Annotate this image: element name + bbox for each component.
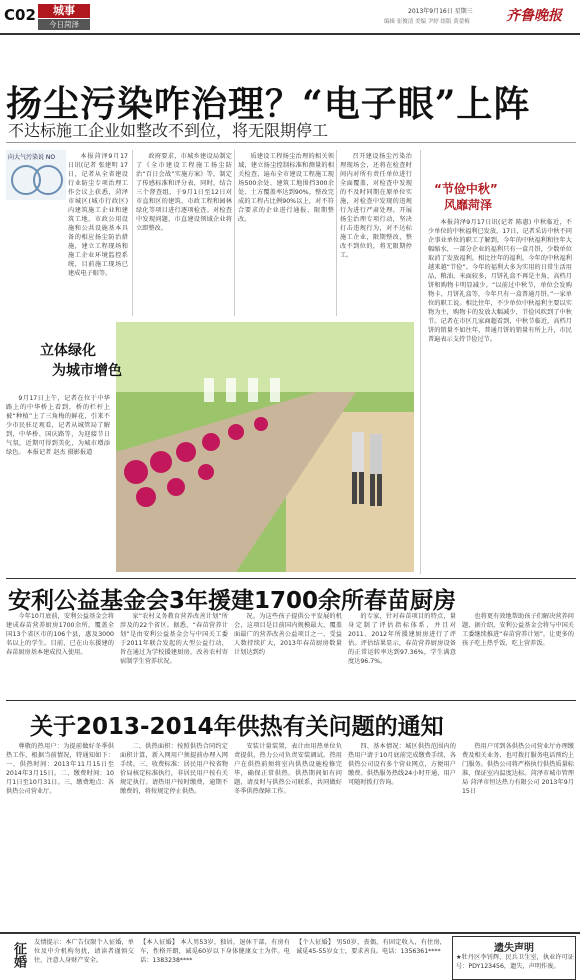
story1-col3: 质建设工程扬尘治理的相关领域，建立扬尘控制标准和测量的相关检查，遍布全市建设工程施工现场500余处、建筑工地围挡300余处、土方覆盖率达到90%，整改完成的工程占比例90%以上，对不符合要求的企业进行通报，限期整改。 bbox=[238, 153, 334, 223]
story1-col4: 召开建设扬尘污染治理现场会，还将在检查时间内对所有责任单位进行全面覆盖，对检查中发现的不及时同期在原单位实施，对检查中发现的违规行为进行严肃处理。开展扬尘治理专项行动，坚决打击违规行为，对不达标施工企业，限期整改，整改不到位的，将无限期停工。 bbox=[340, 153, 412, 259]
story3-col5: 热用户可到各供热公司营业厅办理缴费及相关业务，也可拨打服务电话预约上门服务。供热公司将严格执行供热质量标准，保证室内温度达标。菏泽市城市管理局 菏泽市恒达热力有限公司 2013年9月15日 bbox=[462, 743, 574, 795]
story2-headline: 安利公益基金会3年援建1700余所春苗厨房 bbox=[8, 588, 457, 614]
lost-notice bbox=[452, 936, 576, 980]
classifieds-bar bbox=[0, 932, 580, 980]
story3-col2: 二、供热面积：按照供热合同约定面积计算，新入网用户须提前办理入网手续。三、收费标准：居民用户按省物价局核定标准执行，非居民用户按有关规定执行。请热用户按时缴费，逾期不缴费的，将按规定停止供热。 bbox=[120, 743, 228, 795]
photo-headline-2: 为城市增色 bbox=[52, 363, 122, 379]
photo-headline-1: 立体绿化 bbox=[40, 343, 96, 359]
photo-feature bbox=[6, 318, 414, 574]
story3-col1: 尊敬的热用户：为提前做好冬季供热工作，根据当前情况，特通知如下：一、供热时间：2013年11月15日至2014年3月15日。二、缴费时间：10月1日至10月31日。三、缴费地点：各供热公司营业厅。 bbox=[6, 743, 114, 795]
masthead bbox=[0, 0, 580, 36]
classified-ad-2: 【本人征婚】 本人男53岁，独居，退休干部，有房有车，性格开朗，诚觅60岁以下身体健康女士为伴。电话：1383238**** bbox=[140, 939, 290, 964]
sidebar-title-2: 风靡菏泽 bbox=[444, 198, 493, 212]
lost-notice-title: 遗失声明 bbox=[494, 943, 534, 954]
sidebar-body: 本报菏泽9月17日讯(记者 陈惠) 中秋临近，不少单位的中秋福利已发放，17日，记者采访中秋不同企事业单位的职工了解到，今年的中秋福利和往年大幅缩水，一部分企业的福利只有一盒月饼，少数单位取消了发放福利。相比往年的福利，今年的中秋福利越来越“节俭”。今年的福利大多为实用的日常生活用品，粮油、米面较多，月饼礼盒不再是主角，高档月饼和购物卡明显减少。“以前过中秋节，单位会发购物卡、月饼礼盒等，今年只有一盒普通月饼。”一家单位的职工说。相比往年，不少单位中秋福利主要以实物为主，购物卡的发放大幅减少，节俭风吹到了中秋节。记者在市区几家商超看到，中秋节临近，高档月饼的销量不如往年，普通月饼的销量有所上升，市民普遍表示支持节俭过节。 bbox=[428, 219, 572, 343]
classified-ad-3: 【个人征婚】 男50岁，丧偶，有固定收入，有住房，诚觅45-55岁女士，要求善良。电话：1356361**** bbox=[296, 939, 446, 955]
sidebar bbox=[424, 150, 574, 574]
divider bbox=[6, 142, 576, 143]
newspaper-logo: 齐鲁晚报 bbox=[506, 8, 562, 24]
story2-col3: 况。为这些孩子提供公平发展的机会，这项目是目前国内规模最大、覆盖面最广的营养改善公益项目之一，受益人数持续扩大，2013年春苗厨房数量计划达到约 bbox=[234, 613, 342, 656]
story1-col2: 政府要求，市城乡建设局制定了《全市建设工程施工扬尘防治“百日会战”实施方案》等，制定了传感标准和评分表，同时，结合三个督查组，于9月1日至12日对市直和区的建筑、市政工程和园林绿化等项目进行逐项检查。对检查中发现问题，市直建设领域企业将立即整改。 bbox=[136, 153, 232, 232]
story2-col4: 的专家，针对春苗项目的特点，量身定制了评估指标体系，并且对2011、2012年所援建厨房进行了评估。评估结果显示，春苗营养厨房设备的正常运转率达到97.36%，学生满意度达96.7%。 bbox=[348, 613, 456, 665]
story1-subhead: 不达标施工企业如整改不到位，将无限期停工 bbox=[8, 121, 329, 140]
classified-ad-1: 友情提示：本广告仅限个人征婚，单位及中介机构勿扰，请读者谨慎交往，注意人身财产安全。 bbox=[34, 939, 134, 964]
date-line: 2013年9月16日 星期三 bbox=[408, 8, 473, 15]
story2-col1: 今年10月底前，安利公益基金会将建成春苗营养厨房1700余所，覆盖全国13个省区市的106个县，惠及3000名以上的学生。目前，已在山东援建的春苗厨房基本建成投入使用。 bbox=[6, 613, 114, 656]
masthead-rule bbox=[0, 33, 580, 35]
photo-caption: 9月17日上午，记者在位于中华路上的中华桥上看到，桥的栏杆上被“种植”上了三角梅的鲜花，引来不少市民驻足观看，记者从城管局了解到，中华桥、国庆路等，为迎接节日气氛，近期可得到美化，为城市增添绿色。 本报记者 赵杰 摄影报道 bbox=[6, 395, 110, 456]
classifieds-label: 征婚 bbox=[11, 942, 26, 968]
subsection-label: 今日菏泽 bbox=[38, 19, 90, 30]
no-pollution-badge: 向大气污染说 NO bbox=[6, 150, 66, 200]
sidebar-divider bbox=[420, 150, 421, 574]
story3-col4: 四、基本情况：城区供热范围内的热用户请于10月底前完成缴费手续，各供热公司设有多个营业网点，方便用户缴费。供热服务热线24小时开通，用户可随时拨打咨询。 bbox=[348, 743, 456, 786]
street-photo bbox=[116, 322, 414, 572]
page-number: C02 bbox=[4, 6, 36, 24]
story2-col5: 也将更有效地帮助孩子们解决营养问题，据介绍，安利公益基金会将与中国关工委继续推进“春苗营养计划”，让更多的孩子吃上热乎饭、吃上营养饭。 bbox=[462, 613, 574, 647]
sidebar-title-1: “节俭中秋” bbox=[434, 182, 498, 196]
story2-col2: 家“农村义务教育营养改善计划”所涉及的22个省区。据悉，“春苗营养计划”是由安利公益基金会与中国关工委于2011年联合发起的大型公益行动，旨在通过为学校援建厨房，改善农村寄宿制学生营养状况。 bbox=[120, 613, 228, 665]
section-label: 城事 bbox=[38, 4, 90, 18]
story1-col1: 本报菏泽9月17日讯(记者 张建明 17日，记者从全省建设行业防尘专项治理工作会议上获悉，菏泽市城区(城市行政区)内建筑施工企业和建筑工地，市政公用设施和公共设施基本具备的相应扬尘防治措施，建立工程现场和施工企业环境监控系统，目前施工现场已建成电子眼等。 bbox=[68, 153, 128, 277]
editors-line: 编辑 崔俊清 美编 尹婷 组版 黄蕾梅 bbox=[384, 19, 470, 25]
story3-col3: 安装计量装置，表计由用热单位负责提供，热力公司负责安装调试。热用户在供热前须将室内供热设施检修完毕，确保正常供热。供热期间如有问题，请及时与供热公司联系，共同做好冬季供热保障工作。 bbox=[234, 743, 342, 795]
lost-notice-body: ★牡丹区李钊辉，民兵卫生室，执业许可证号：PDY123456，遗失，声明作废。 bbox=[456, 954, 574, 970]
story3-headline: 关于2013-2014年供热有关问题的通知 bbox=[30, 714, 444, 740]
story1-headline: 扬尘污染咋治理？“电子眼”上阵 bbox=[6, 83, 531, 125]
